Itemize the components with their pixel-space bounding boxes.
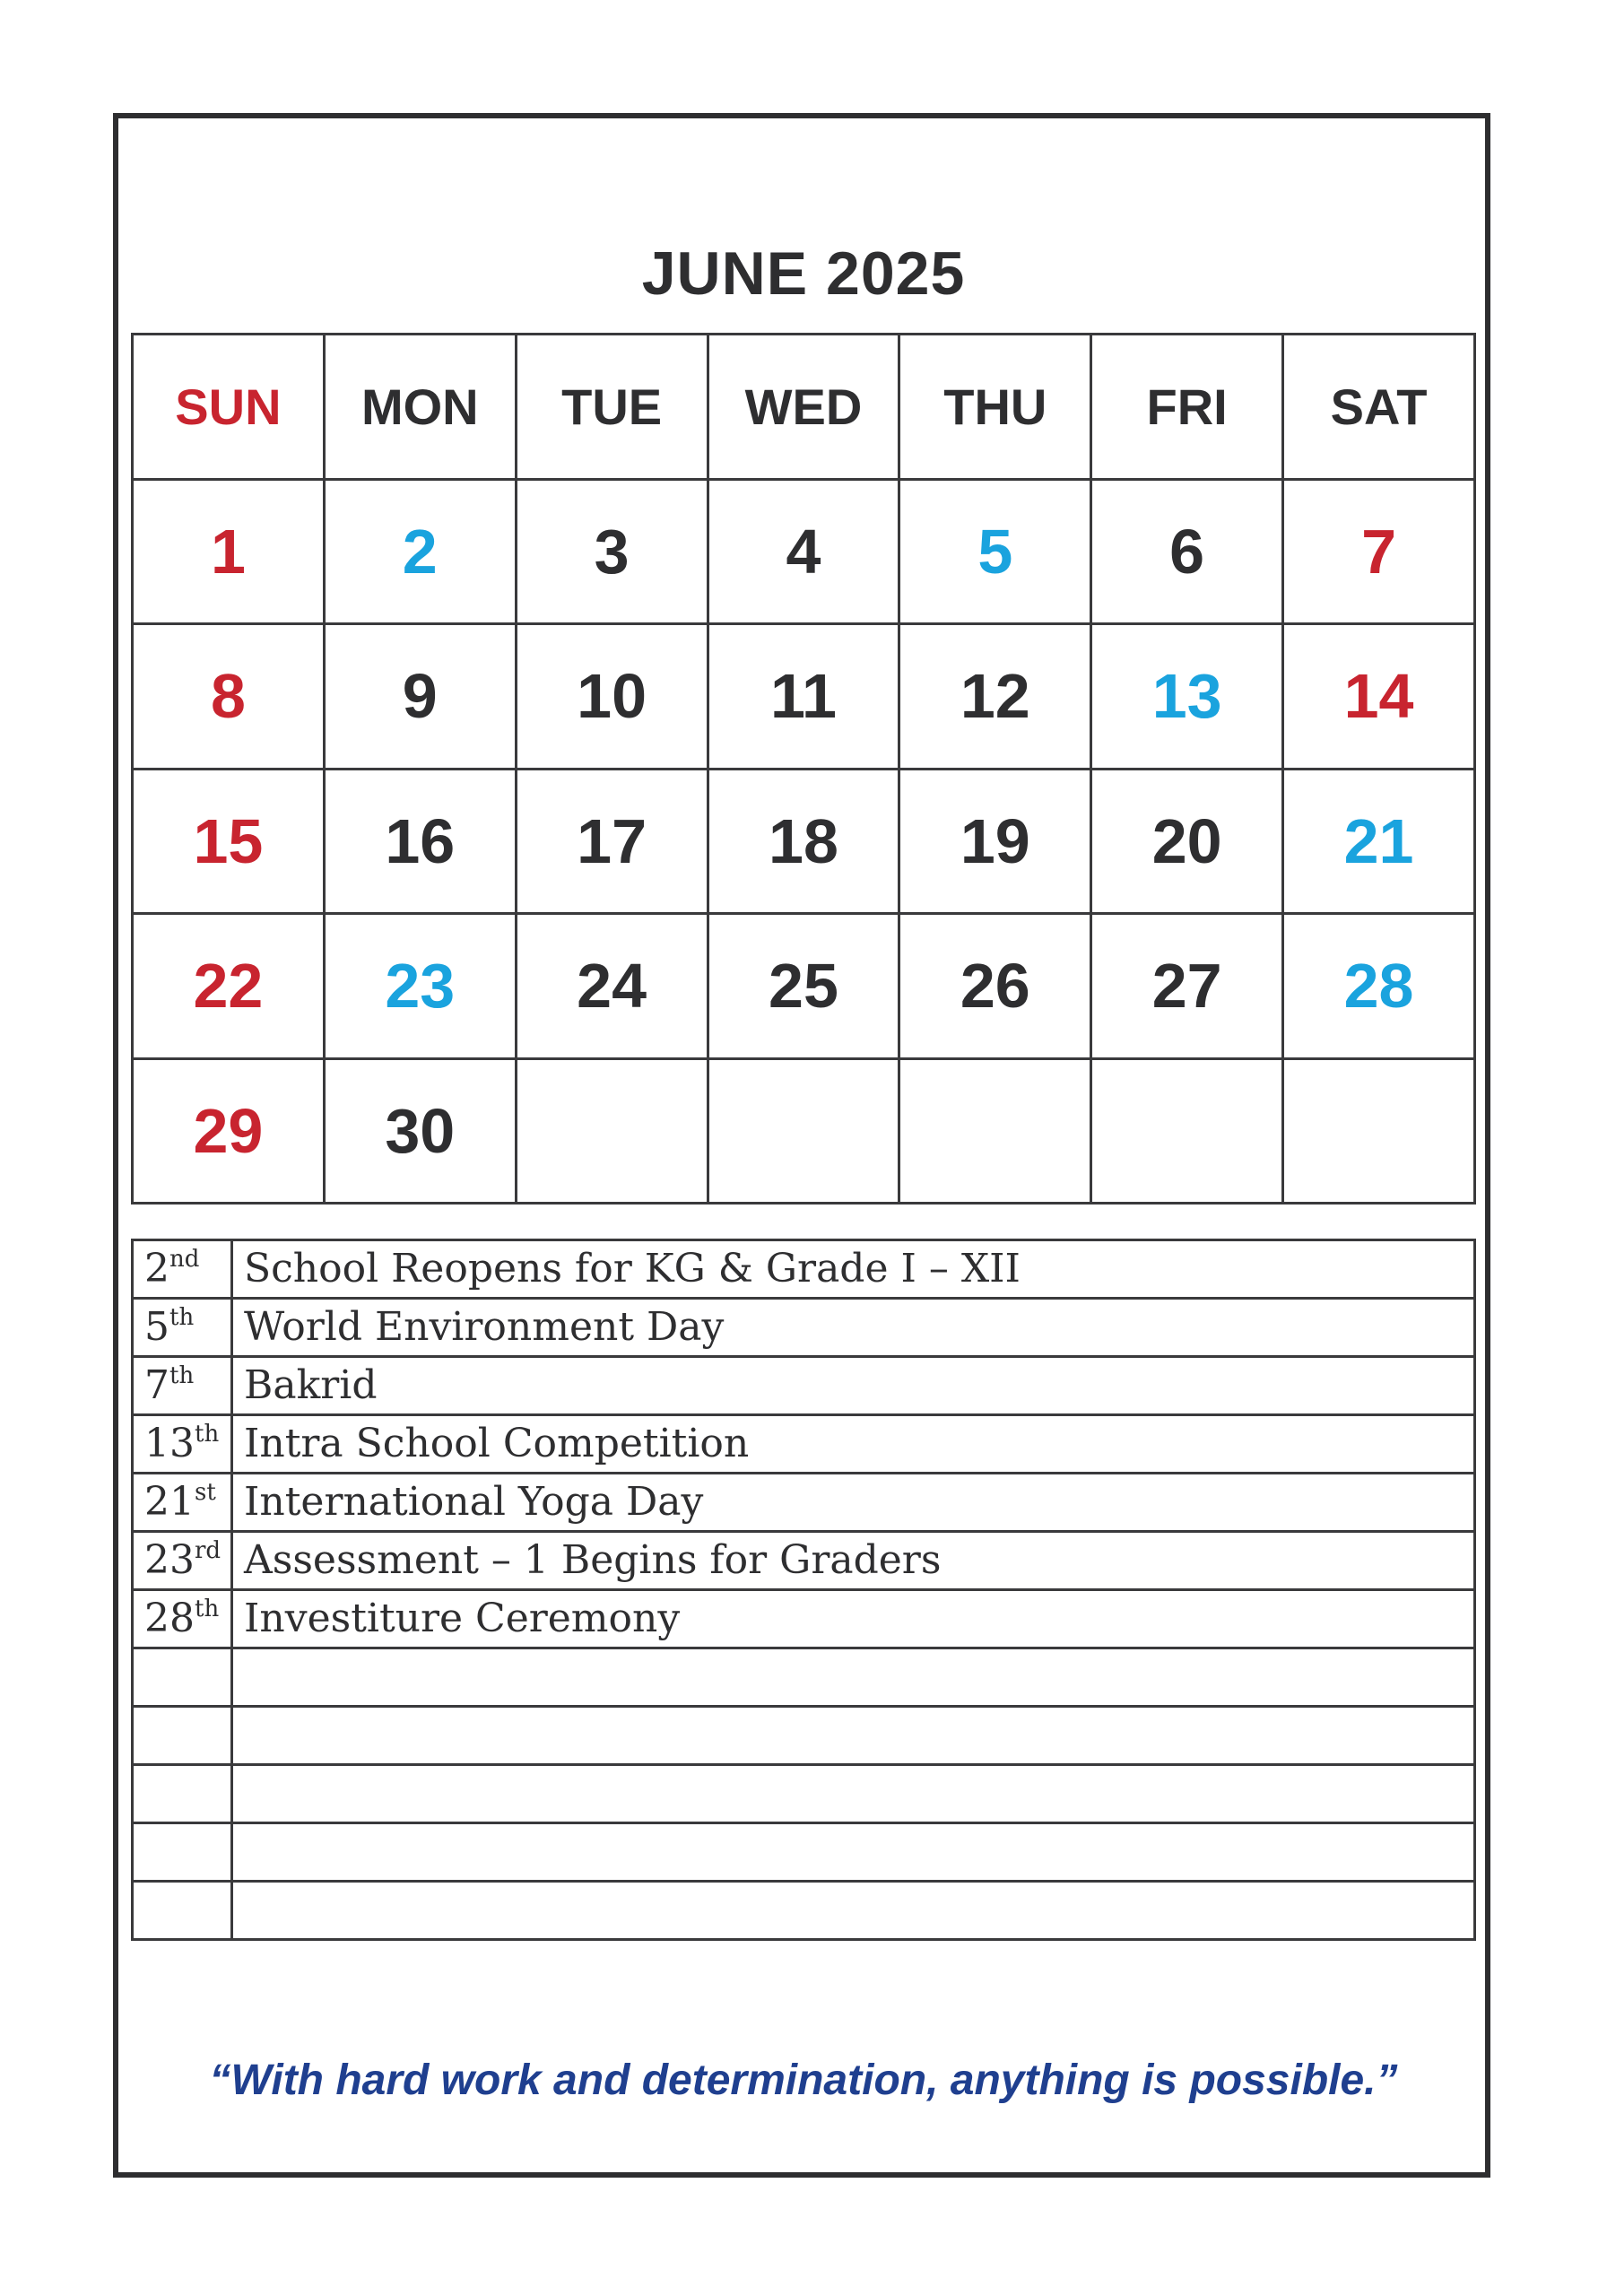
event-row: [133, 1299, 1475, 1357]
event-date: [133, 1415, 232, 1474]
event-date: [133, 1240, 232, 1299]
week-row: [133, 479, 1475, 624]
weekday-thu: THU: [899, 335, 1091, 480]
event-description: Investiture Ceremony: [232, 1590, 1475, 1648]
event-description: School Reopens for KG & Grade I – XII: [232, 1240, 1475, 1299]
day-cell: 21: [1283, 769, 1475, 914]
weekday-mon: MON: [324, 335, 516, 480]
event-day: 7: [144, 1362, 169, 1408]
event-day-suffix: th: [169, 1362, 195, 1389]
event-day: 13: [144, 1421, 195, 1466]
event-date: [133, 1590, 232, 1648]
day-cell: 12: [899, 624, 1091, 770]
weekday-sat: SAT: [1283, 335, 1475, 480]
event-date: [133, 1707, 232, 1765]
event-description: World Environment Day: [232, 1299, 1475, 1357]
day-cell: 11: [708, 624, 899, 770]
day-cell: 20: [1091, 769, 1283, 914]
day-cell: 19: [899, 769, 1091, 914]
day-cell: 8: [133, 624, 325, 770]
empty-event-row: [133, 1882, 1475, 1940]
day-cell: 16: [324, 769, 516, 914]
empty-event-row: [133, 1823, 1475, 1882]
day-cell: 30: [324, 1058, 516, 1204]
event-description: [232, 1823, 1475, 1882]
day-cell: 28: [1283, 914, 1475, 1059]
day-cell: 27: [1091, 914, 1283, 1059]
day-cell: 1: [133, 479, 325, 624]
event-day: 23: [144, 1537, 195, 1583]
event-date: [133, 1648, 232, 1707]
motivational-quote: “With hard work and determination, anything is possible.”: [209, 2057, 1398, 2104]
empty-day-cell: [1283, 1058, 1475, 1204]
week-row: [133, 624, 1475, 770]
day-cell: 17: [516, 769, 708, 914]
event-date: [133, 1532, 232, 1590]
event-description: [232, 1765, 1475, 1823]
event-description: Bakrid: [232, 1357, 1475, 1415]
empty-day-cell: [899, 1058, 1091, 1204]
event-day: 28: [144, 1596, 195, 1641]
event-description: [232, 1882, 1475, 1940]
event-date: [133, 1474, 232, 1532]
day-cell: 23: [324, 914, 516, 1059]
event-date: [133, 1299, 232, 1357]
event-description: International Yoga Day: [232, 1474, 1475, 1532]
event-day-suffix: th: [169, 1304, 195, 1331]
weekday-tue: TUE: [516, 335, 708, 480]
event-day-suffix: th: [195, 1421, 220, 1448]
empty-event-row: [133, 1765, 1475, 1823]
week-row: [133, 1058, 1475, 1204]
weekday-header-row: [133, 335, 1475, 480]
event-row: [133, 1590, 1475, 1648]
event-description: Intra School Competition: [232, 1415, 1475, 1474]
event-description: [232, 1707, 1475, 1765]
day-cell: 4: [708, 479, 899, 624]
month-grid: [131, 333, 1476, 1205]
day-cell: 18: [708, 769, 899, 914]
day-cell: 13: [1091, 624, 1283, 770]
day-cell: 9: [324, 624, 516, 770]
event-date: [133, 1357, 232, 1415]
day-cell: 3: [516, 479, 708, 624]
day-cell: 2: [324, 479, 516, 624]
event-row: [133, 1532, 1475, 1590]
event-date: [133, 1765, 232, 1823]
event-date: [133, 1882, 232, 1940]
event-day-suffix: nd: [169, 1246, 200, 1273]
day-cell: 5: [899, 479, 1091, 624]
event-day-suffix: rd: [195, 1537, 222, 1564]
day-cell: 24: [516, 914, 708, 1059]
event-description: [232, 1648, 1475, 1707]
day-cell: 29: [133, 1058, 325, 1204]
weekday-sun: SUN: [133, 335, 325, 480]
event-date: [133, 1823, 232, 1882]
day-cell: 26: [899, 914, 1091, 1059]
week-row: [133, 914, 1475, 1059]
empty-day-cell: [708, 1058, 899, 1204]
event-day: 2: [144, 1246, 169, 1292]
weekday-wed: WED: [708, 335, 899, 480]
event-row: [133, 1415, 1475, 1474]
day-cell: 14: [1283, 624, 1475, 770]
event-row: [133, 1474, 1475, 1532]
event-description: Assessment – 1 Begins for Graders: [232, 1532, 1475, 1590]
empty-event-row: [133, 1648, 1475, 1707]
day-cell: 10: [516, 624, 708, 770]
events-table: [131, 1239, 1476, 1941]
event-row: [133, 1357, 1475, 1415]
event-day-suffix: th: [195, 1596, 220, 1622]
event-day-suffix: st: [195, 1479, 216, 1506]
event-day: 21: [144, 1479, 195, 1525]
week-row: [133, 769, 1475, 914]
day-cell: 6: [1091, 479, 1283, 624]
empty-day-cell: [1091, 1058, 1283, 1204]
page-title: JUNE 2025: [641, 239, 966, 308]
event-day: 5: [144, 1304, 169, 1350]
event-row: [133, 1240, 1475, 1299]
day-cell: 7: [1283, 479, 1475, 624]
empty-event-row: [133, 1707, 1475, 1765]
weekday-fri: FRI: [1091, 335, 1283, 480]
day-cell: 15: [133, 769, 325, 914]
empty-day-cell: [516, 1058, 708, 1204]
day-cell: 25: [708, 914, 899, 1059]
day-cell: 22: [133, 914, 325, 1059]
